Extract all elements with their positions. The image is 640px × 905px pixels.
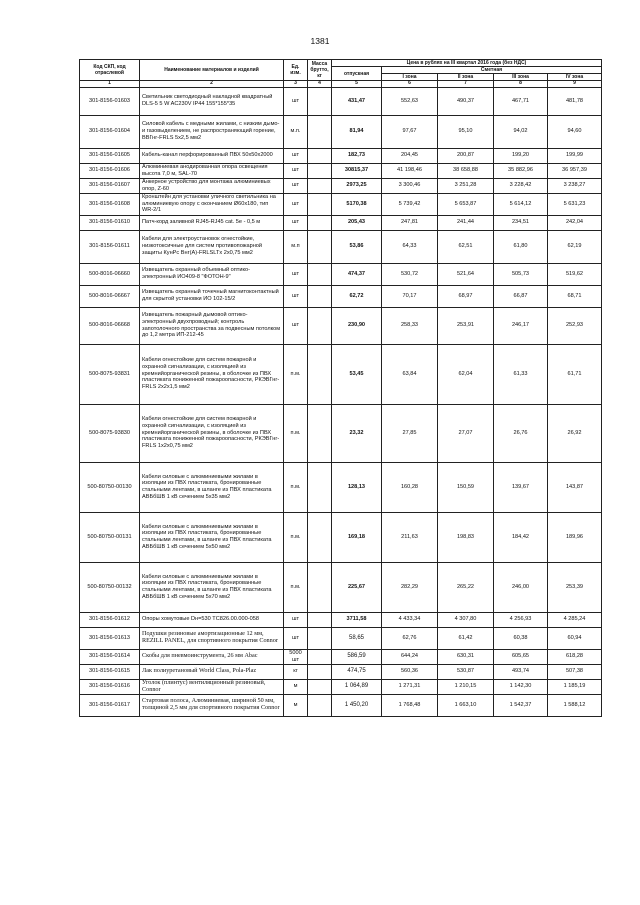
table-row xyxy=(80,612,602,627)
release-price: 230,90 xyxy=(332,307,382,344)
zone-1-price: 211,63 xyxy=(382,512,438,562)
column-number-row xyxy=(80,81,602,88)
header-zone-3: III зона xyxy=(494,74,548,81)
release-price: 53,86 xyxy=(332,230,382,263)
header-zone-2: II зона xyxy=(438,74,494,81)
item-name: Скобы для пневмоинструмента, 26 мм Abac xyxy=(140,649,284,664)
zone-1-price: 27,85 xyxy=(382,404,438,462)
table-row xyxy=(80,627,602,649)
header-mass: Масса брутто, кг xyxy=(308,60,332,81)
zone-1-price: 97,67 xyxy=(382,115,438,148)
table-row xyxy=(80,404,602,462)
release-price: 169,18 xyxy=(332,512,382,562)
zone-1-price: 282,29 xyxy=(382,562,438,612)
item-unit: м.п xyxy=(284,230,308,263)
item-mass xyxy=(308,649,332,664)
table-row xyxy=(80,115,602,148)
item-code: 301-8156-01613 xyxy=(80,627,140,649)
col-number: 1 xyxy=(80,81,140,88)
item-unit: п.м. xyxy=(284,462,308,512)
release-price: 53,45 xyxy=(332,344,382,404)
header-unit: Ед. изм. xyxy=(284,60,308,81)
col-number: 5 xyxy=(332,81,382,88)
zone-2-price: 62,04 xyxy=(438,344,494,404)
item-name: Алюминиевая анодированная опора освещения высота 7,0 м, SAL-70 xyxy=(140,163,284,178)
item-mass xyxy=(308,178,332,193)
item-name: Кабели огнестойкие для систем пожарной и охранной сигнализации, с изоляцией из кремнийорганической резины, в оболочке из ПВХ пластиката пониженной пожароопасности, РКЭВГнг-FRLS 1х2х0,75 мм2 xyxy=(140,404,284,462)
item-mass xyxy=(308,612,332,627)
zone-1-price: 41 198,46 xyxy=(382,163,438,178)
item-unit: шт xyxy=(284,163,308,178)
item-mass xyxy=(308,512,332,562)
zone-2-price: 630,31 xyxy=(438,649,494,664)
zone-3-price: 139,67 xyxy=(494,462,548,512)
header-zone-1: I зона xyxy=(382,74,438,81)
zone-1-price: 70,17 xyxy=(382,285,438,307)
zone-4-price: 26,92 xyxy=(548,404,602,462)
zone-1-price: 1 768,48 xyxy=(382,694,438,716)
header-zone-4: IV зона xyxy=(548,74,602,81)
item-code: 500-8016-06668 xyxy=(80,307,140,344)
col-number: 3 xyxy=(284,81,308,88)
zone-4-price: 1 185,19 xyxy=(548,679,602,694)
item-unit: м.п. xyxy=(284,115,308,148)
zone-1-price: 64,33 xyxy=(382,230,438,263)
release-price: 58,65 xyxy=(332,627,382,649)
release-price: 182,73 xyxy=(332,148,382,163)
item-code: 500-8075-93830 xyxy=(80,404,140,462)
item-name: Анкерное устройство для монтажа алюминиевых опор, Z-60 xyxy=(140,178,284,193)
item-unit: п.м. xyxy=(284,344,308,404)
zone-4-price: 242,04 xyxy=(548,215,602,230)
zone-3-price: 467,71 xyxy=(494,87,548,115)
table-row xyxy=(80,649,602,664)
item-code: 301-8156-01611 xyxy=(80,230,140,263)
table-row xyxy=(80,512,602,562)
item-unit: м xyxy=(284,679,308,694)
zone-3-price: 35 882,96 xyxy=(494,163,548,178)
item-mass xyxy=(308,285,332,307)
item-unit: шт xyxy=(284,307,308,344)
release-price: 431,47 xyxy=(332,87,382,115)
col-number: 2 xyxy=(140,81,284,88)
item-name: Кабели силовые с алюминиевыми жилами в изоляции из ПВХ пластиката, бронированные стальными лентами, в шланге из ПВХ пластиката АВБбШВ 1 кВ сечением 5х35 мм2 xyxy=(140,462,284,512)
zone-1-price: 63,84 xyxy=(382,344,438,404)
item-mass xyxy=(308,193,332,215)
item-code: 301-8156-01607 xyxy=(80,178,140,193)
item-mass xyxy=(308,163,332,178)
zone-2-price: 38 658,88 xyxy=(438,163,494,178)
table-row xyxy=(80,148,602,163)
zone-1-price: 5 739,42 xyxy=(382,193,438,215)
zone-4-price: 61,71 xyxy=(548,344,602,404)
item-mass xyxy=(308,562,332,612)
col-number: 9 xyxy=(548,81,602,88)
release-price: 81,94 xyxy=(332,115,382,148)
zone-2-price: 265,22 xyxy=(438,562,494,612)
item-code: 301-8156-01603 xyxy=(80,87,140,115)
zone-2-price: 68,97 xyxy=(438,285,494,307)
item-mass xyxy=(308,679,332,694)
zone-4-price: 481,78 xyxy=(548,87,602,115)
zone-3-price: 5 614,12 xyxy=(494,193,548,215)
release-price: 128,13 xyxy=(332,462,382,512)
zone-1-price: 4 433,34 xyxy=(382,612,438,627)
release-price: 1 450,20 xyxy=(332,694,382,716)
zone-3-price: 199,20 xyxy=(494,148,548,163)
zone-2-price: 95,10 xyxy=(438,115,494,148)
table-row xyxy=(80,87,602,115)
table-row xyxy=(80,664,602,679)
item-mass xyxy=(308,694,332,716)
col-number: 8 xyxy=(494,81,548,88)
table-row xyxy=(80,694,602,716)
zone-2-price: 521,64 xyxy=(438,263,494,285)
item-unit: п.м. xyxy=(284,404,308,462)
item-name: Подушки резиновые амортизационные 12 мм, REZILL PANEL, для спортивного покрытия Connor xyxy=(140,627,284,649)
col-number: 7 xyxy=(438,81,494,88)
header-code: Код СКП, код отраслевой xyxy=(80,60,140,81)
zone-2-price: 241,44 xyxy=(438,215,494,230)
zone-2-price: 530,87 xyxy=(438,664,494,679)
zone-3-price: 505,73 xyxy=(494,263,548,285)
item-unit: шт xyxy=(284,285,308,307)
item-mass xyxy=(308,263,332,285)
zone-3-price: 61,80 xyxy=(494,230,548,263)
item-unit: шт xyxy=(284,612,308,627)
item-unit: 5000 шт xyxy=(284,649,308,664)
item-unit: шт xyxy=(284,178,308,193)
item-code: 301-8156-01615 xyxy=(80,664,140,679)
zone-3-price: 184,42 xyxy=(494,512,548,562)
item-name: Лак полиуретановый World Class, Pola-Plaz xyxy=(140,664,284,679)
item-mass xyxy=(308,627,332,649)
zone-1-price: 204,45 xyxy=(382,148,438,163)
release-price: 225,67 xyxy=(332,562,382,612)
release-price: 1 064,89 xyxy=(332,679,382,694)
item-code: 301-8156-01617 xyxy=(80,694,140,716)
item-unit: кг xyxy=(284,664,308,679)
zone-1-price: 247,81 xyxy=(382,215,438,230)
item-code: 301-8156-01606 xyxy=(80,163,140,178)
page-number: 1381 xyxy=(310,36,330,46)
table-row xyxy=(80,344,602,404)
release-price: 205,43 xyxy=(332,215,382,230)
release-price: 5170,38 xyxy=(332,193,382,215)
table-row xyxy=(80,562,602,612)
col-number: 4 xyxy=(308,81,332,88)
item-mass xyxy=(308,344,332,404)
item-mass xyxy=(308,404,332,462)
col-number: 6 xyxy=(382,81,438,88)
release-price: 3711,58 xyxy=(332,612,382,627)
zone-3-price: 493,74 xyxy=(494,664,548,679)
release-price: 2973,25 xyxy=(332,178,382,193)
item-name: Силовой кабель с медными жилами, с низким дымо- и газовыделением, не распространяющий горение, ВВГнг-FRLS 5х2,5 мм2 xyxy=(140,115,284,148)
item-code: 301-8156-01616 xyxy=(80,679,140,694)
zone-4-price: 252,93 xyxy=(548,307,602,344)
item-name: Светильник светодиодный накладной квадратный DLS-5 5 W AC230V IP44 155*155*35 xyxy=(140,87,284,115)
zone-3-price: 1 142,30 xyxy=(494,679,548,694)
zone-1-price: 3 300,46 xyxy=(382,178,438,193)
zone-1-price: 560,36 xyxy=(382,664,438,679)
release-price: 474,75 xyxy=(332,664,382,679)
table-row xyxy=(80,163,602,178)
zone-3-price: 1 542,37 xyxy=(494,694,548,716)
release-price: 586,59 xyxy=(332,649,382,664)
zone-4-price: 253,39 xyxy=(548,562,602,612)
item-unit: шт xyxy=(284,627,308,649)
header-price-title: Цена в рублях на III квартал 2016 года (без НДС) xyxy=(332,60,602,67)
item-code: 500-80750-00130 xyxy=(80,462,140,512)
zone-2-price: 1 210,15 xyxy=(438,679,494,694)
table-row xyxy=(80,178,602,193)
item-name: Кабели силовые с алюминиевыми жилами в изоляции из ПВХ пластиката, бронированные стальными лентами, в шланге из ПВХ пластиката АВБбШВ 1 кВ сечением 5х70 мм2 xyxy=(140,562,284,612)
item-unit: шт xyxy=(284,263,308,285)
item-name: Стартовая полоса, Алюминиевая, шириной 50 мм, толщиной 2,5 мм для спортивного покрытия Connor xyxy=(140,694,284,716)
item-unit: п.м. xyxy=(284,562,308,612)
zone-2-price: 27,07 xyxy=(438,404,494,462)
item-code: 500-80750-00132 xyxy=(80,562,140,612)
zone-1-price: 552,63 xyxy=(382,87,438,115)
table-row xyxy=(80,307,602,344)
zone-4-price: 5 631,23 xyxy=(548,193,602,215)
item-name: Кронштейн для установки уличного светильника на алюминиевую опору с окончанием Ø60х180, тип WR-2/1 xyxy=(140,193,284,215)
item-unit: шт xyxy=(284,87,308,115)
table-row xyxy=(80,230,602,263)
item-name: Уголок (плинтус) вентиляционный резиновый, Connor xyxy=(140,679,284,694)
zone-4-price: 1 588,12 xyxy=(548,694,602,716)
zone-4-price: 4 285,24 xyxy=(548,612,602,627)
item-code: 301-8156-01605 xyxy=(80,148,140,163)
item-code: 301-8156-01604 xyxy=(80,115,140,148)
zone-3-price: 4 256,93 xyxy=(494,612,548,627)
zone-3-price: 246,00 xyxy=(494,562,548,612)
item-mass xyxy=(308,462,332,512)
item-name: Опоры хомутовые Dн=530 ТС826.00.000-058 xyxy=(140,612,284,627)
zone-2-price: 4 307,80 xyxy=(438,612,494,627)
zone-4-price: 60,94 xyxy=(548,627,602,649)
table-row xyxy=(80,679,602,694)
item-code: 301-8156-01612 xyxy=(80,612,140,627)
table-row xyxy=(80,263,602,285)
item-mass xyxy=(308,230,332,263)
zone-3-price: 605,65 xyxy=(494,649,548,664)
zone-3-price: 246,17 xyxy=(494,307,548,344)
item-code: 500-8075-93831 xyxy=(80,344,140,404)
release-price: 474,37 xyxy=(332,263,382,285)
item-name: Извещатель пожарный дымовой оптико-электронный двухпроводный; контроль запотолочного пространства за подвесным потолком до 1,2 метра ИП-212-45 xyxy=(140,307,284,344)
zone-4-price: 94,60 xyxy=(548,115,602,148)
zone-3-price: 60,38 xyxy=(494,627,548,649)
table-row xyxy=(80,462,602,512)
zone-4-price: 36 957,39 xyxy=(548,163,602,178)
zone-2-price: 5 653,87 xyxy=(438,193,494,215)
item-code: 301-8156-01608 xyxy=(80,193,140,215)
item-mass xyxy=(308,115,332,148)
table-row xyxy=(80,215,602,230)
zone-1-price: 62,76 xyxy=(382,627,438,649)
item-name: Патч-корд заливной RJ45-RJ45 cat. 5е - 0,5 м xyxy=(140,215,284,230)
zone-2-price: 1 663,10 xyxy=(438,694,494,716)
zone-4-price: 199,99 xyxy=(548,148,602,163)
item-code: 301-8156-01610 xyxy=(80,215,140,230)
zone-3-price: 234,51 xyxy=(494,215,548,230)
zone-3-price: 66,87 xyxy=(494,285,548,307)
zone-3-price: 26,76 xyxy=(494,404,548,462)
item-name: Кабели для электроустановок огнестойкие, низкотоксичные для систем противопожарной защиты КунРс Внг(А)-FRLSLTx 2х0,75 мм2 xyxy=(140,230,284,263)
zone-2-price: 490,37 xyxy=(438,87,494,115)
zone-4-price: 3 238,27 xyxy=(548,178,602,193)
zone-2-price: 61,42 xyxy=(438,627,494,649)
zone-2-price: 198,83 xyxy=(438,512,494,562)
zone-4-price: 519,62 xyxy=(548,263,602,285)
zone-3-price: 94,02 xyxy=(494,115,548,148)
item-name: Кабели силовые с алюминиевыми жилами в изоляции из ПВХ пластиката, бронированные стальными лентами, в шланге из ПВХ пластиката АВБбШВ 1 кВ сечением 5х50 мм2 xyxy=(140,512,284,562)
item-unit: м xyxy=(284,694,308,716)
release-price: 62,72 xyxy=(332,285,382,307)
zone-4-price: 68,71 xyxy=(548,285,602,307)
zone-3-price: 61,33 xyxy=(494,344,548,404)
zone-4-price: 618,28 xyxy=(548,649,602,664)
release-price: 30815,37 xyxy=(332,163,382,178)
zone-1-price: 258,33 xyxy=(382,307,438,344)
zone-2-price: 150,59 xyxy=(438,462,494,512)
zone-2-price: 3 251,28 xyxy=(438,178,494,193)
zone-2-price: 62,51 xyxy=(438,230,494,263)
release-price: 23,32 xyxy=(332,404,382,462)
item-code: 500-8016-06667 xyxy=(80,285,140,307)
item-unit: шт xyxy=(284,193,308,215)
header-name: Наименование материалов и изделий xyxy=(140,60,284,81)
item-unit: п.м. xyxy=(284,512,308,562)
zone-2-price: 253,91 xyxy=(438,307,494,344)
table-row xyxy=(80,285,602,307)
price-table xyxy=(79,59,602,717)
item-code: 500-80750-00131 xyxy=(80,512,140,562)
item-name: Кабели огнестойкие для систем пожарной и охранной сигнализации, с изоляцией из кремнийорганической резины, в оболочке из ПВХ пластиката пониженной пожароопасности, РКЭВГнг-FRLS 2х2х1,5 мм2 xyxy=(140,344,284,404)
item-code: 500-8016-06660 xyxy=(80,263,140,285)
item-mass xyxy=(308,307,332,344)
item-mass xyxy=(308,664,332,679)
zone-4-price: 507,38 xyxy=(548,664,602,679)
item-mass xyxy=(308,87,332,115)
zone-3-price: 3 228,42 xyxy=(494,178,548,193)
zone-2-price: 200,87 xyxy=(438,148,494,163)
zone-1-price: 1 271,31 xyxy=(382,679,438,694)
item-name: Извещатель охранный точечный магнитоконтактный для скрытой установки ИО 102-15/2 xyxy=(140,285,284,307)
zone-1-price: 530,72 xyxy=(382,263,438,285)
table-row xyxy=(80,193,602,215)
item-mass xyxy=(308,148,332,163)
zone-4-price: 62,19 xyxy=(548,230,602,263)
item-mass xyxy=(308,215,332,230)
item-name: Извещатель охранный объемный оптико-электронный ИО409-8 "ФОТОН-9" xyxy=(140,263,284,285)
zone-4-price: 189,96 xyxy=(548,512,602,562)
header-estimate: Сметная xyxy=(382,67,602,74)
item-name: Кабель-канал перфорированный ПВХ 50х50х2000 xyxy=(140,148,284,163)
header-release: отпускная xyxy=(332,67,382,81)
item-unit: шт xyxy=(284,148,308,163)
zone-1-price: 644,24 xyxy=(382,649,438,664)
item-unit: шт xyxy=(284,215,308,230)
item-code: 301-8156-01614 xyxy=(80,649,140,664)
zone-1-price: 160,28 xyxy=(382,462,438,512)
zone-4-price: 143,87 xyxy=(548,462,602,512)
